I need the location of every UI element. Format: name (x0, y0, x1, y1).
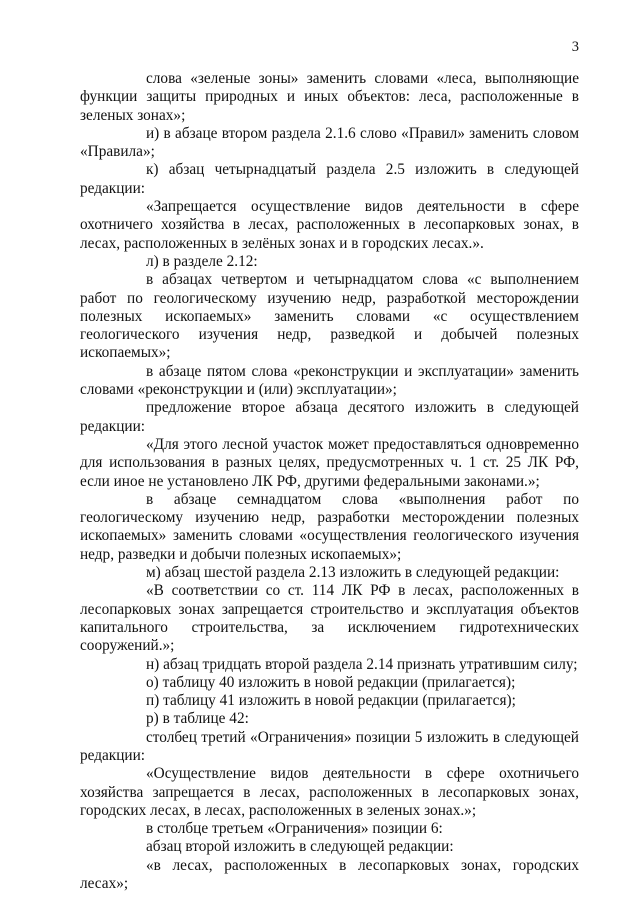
paragraph: в столбце третьем «Ограничения» позиции 6: (146, 820, 443, 838)
paragraph: в абзаце пятом слова «реконструкции и эксплуатации» заменить словами «реконструкции и (или) эксплуатации»; (80, 362, 579, 399)
paragraph: «в лесах, расположенных в лесопарковых зонах, городских лесах»; (80, 856, 579, 893)
paragraph: в абзацах четвертом и четырнадцатом слова «с выполнением работ по геологическому изучению недр, разработкой месторождении полезных ископаемых» заменить словами «с осуществлением геологического изучения недр, разведкой и добычей полезных ископаемых»; (80, 271, 579, 362)
paragraph: «Осуществление видов деятельности в сфере охотничьего хозяйства запрещается в лесах, расположенных в лесопарковых зонах, городских лесах, в лесах, расположенных в зеленых зонах.»; (80, 765, 579, 819)
document-body (80, 70, 579, 893)
paragraph: предложение второе абзаца десятого изложить в следующей редакции: (80, 399, 579, 435)
paragraph: «Запрещается осуществление видов деятельности в сфере охотничего хозяйства в лесах, расположенных в лесопарковых зонах, в лесах, расположенных в зелёных зонах и в городских лесах.». (80, 198, 579, 252)
paragraph: п) таблицу 41 изложить в новой редакции (прилагается); (146, 692, 516, 710)
paragraph: «В соответствии со ст. 114 ЛК РФ в лесах, расположенных в лесопарковых зонах запрещается строительство и эксплуатация объектов капитального строительства, за исключением гидротехнических сооружений.»; (80, 582, 579, 655)
paragraph: л) в разделе 2.12: (146, 252, 258, 270)
page-number: 3 (571, 39, 579, 55)
paragraph: к) абзац четырнадцатый раздела 2.5 изложить в следующей редакции: (80, 161, 579, 197)
paragraph: р) в таблице 42: (146, 710, 249, 728)
paragraph: и) в абзаце втором раздела 2.1.6 слово «Правил» заменить словом «Правила»; (80, 124, 579, 161)
paragraph: в абзаце семнадцатом слова «выполнения работ по геологическому изучению недр, разработки месторождении полезных ископаемых» заменить словами «осуществления геологического изучения недр, разведки и добычи полезных ископаемых»; (80, 490, 579, 563)
paragraph: «Для этого лесной участок может предоставляться одновременно для использования в разных целях, предусмотренных ч. 1 ст. 25 ЛК РФ, если иное не установлено ЛК РФ, другими федеральными законами.»; (80, 435, 579, 490)
paragraph: н) абзац тридцать второй раздела 2.14 признать утратившим силу; (146, 655, 578, 673)
paragraph: слова «зеленые зоны» заменить словами «леса, выполняющие функции защиты природных и иных объектов: леса, расположенные в зеленых зонах»; (80, 70, 579, 124)
paragraph: столбец третий «Ограничения» позиции 5 изложить в следующей редакции: (80, 728, 579, 764)
paragraph: о) таблицу 40 изложить в новой редакции (прилагается); (146, 673, 516, 691)
paragraph: м) абзац шестой раздела 2.13 изложить в следующей редакции: (146, 564, 560, 582)
paragraph: абзац второй изложить в следующей редакции: (146, 838, 454, 856)
